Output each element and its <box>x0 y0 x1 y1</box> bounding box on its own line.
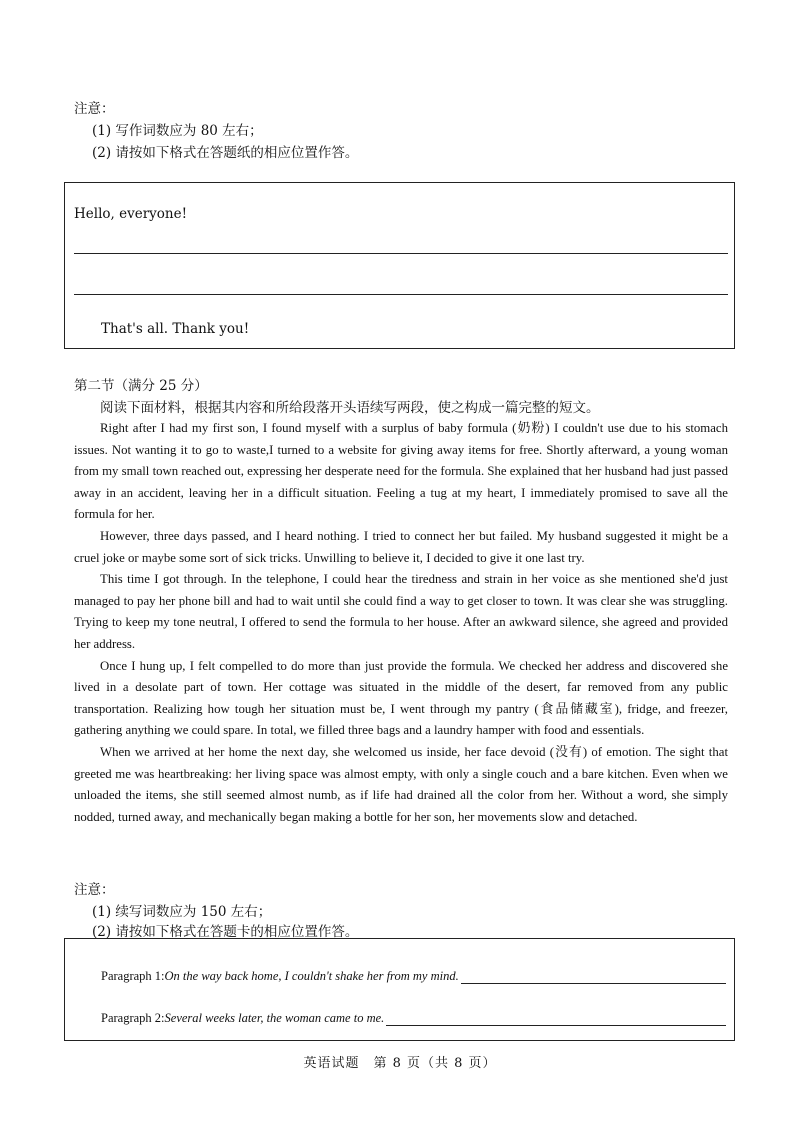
note2-item-2: (2) 请按如下格式在答题卡的相应位置作答。 <box>92 924 359 940</box>
note2-item-1: (1) 续写词数应为 150 左右； <box>92 904 272 920</box>
greeting-text: Hello, everyone! <box>74 206 188 222</box>
paragraph-2-label: Paragraph 2: <box>101 1011 165 1025</box>
passage-paragraph: Once I hung up, I felt compelled to do more than just provide the formula. We checked her address and discovered she lived in a desolate part of town. Her cottage was situated in the middle of the desert, far removed from any public transportation. Realizing how tough her situation must be, I went through my pantry (食品储藏室), fridge, and freezer, gathering anything we could spare. In total, we filled three bags and a laundry hamper with food and essentials. <box>74 658 728 738</box>
passage-paragraph: When we arrived at her home the next day, she welcomed us inside, her face devoid (没有) of emotion. The sight that greeted me was heartbreaking: her living space was almost empty, with only a single couch and a bare kitchen. Even when we unloaded the items, she still seemed almost numb, as if life had drained all the color from her. Without a word, she simply nodded, turned away, and mechanically began making a bottle for her son, her movements slow and detached. <box>74 744 728 824</box>
passage-paragraph: Right after I had my first son, I found myself with a surplus of baby formula (奶粉) I couldn't use due to his stomach issues. Not wanting it to go to waste,I turned to a website for giving away items for free. Shortly afterward, a young woman from my small town reached out, expressing her desperate need for the formula. She explained that her husband had just passed away in an accident, leaving her in a difficult situation. Feeling a tug at my heart, I immediately promised to save all the formula for her. <box>74 421 728 522</box>
page-footer: 英语试题 第 8 页（共 8 页） <box>303 1056 497 1071</box>
section-instruction: 阅读下面材料，根据其内容和所给段落开头语续写两段，使之构成一篇完整的短文。 <box>100 400 600 416</box>
paragraph-2-row <box>101 1011 726 1026</box>
note-label: 注意： <box>74 101 115 117</box>
paragraph-1-prompt: On the way back home, I couldn't shake her from my mind. <box>164 969 459 983</box>
paragraph-1-label: Paragraph 1: <box>101 969 165 983</box>
note-item-2: (2) 请按如下格式在答题纸的相应位置作答。 <box>92 145 359 161</box>
passage-paragraph: This time I got through. In the telephone, I could hear the tiredness and strain in her voice as she mentioned she'd just managed to pay her phone bill and had to wait until she could find a way to get closer to town. It was clear she was struggling. Trying to keep my tone neutral, I offered to send the formula to her house. After an awkward silence, she agreed and provided her address. <box>74 572 728 651</box>
reading-passage <box>74 418 728 828</box>
paragraph-2-answer-line[interactable] <box>386 1011 726 1026</box>
paragraph-2-prompt: Several weeks later, the woman came to me. <box>164 1011 385 1025</box>
writing-line-2[interactable] <box>74 294 728 295</box>
passage-paragraph: However, three days passed, and I heard nothing. I tried to connect her but failed. My husband suggested it might be a cruel joke or maybe some sort of sick tricks. Unwilling to believe it, I decided to give it one last try. <box>74 528 728 565</box>
writing-line-1[interactable] <box>74 253 728 254</box>
paragraph-1-answer-line[interactable] <box>461 969 726 984</box>
paragraph-1-row <box>101 969 726 984</box>
note-item-1: (1) 写作词数应为 80 左右； <box>92 123 263 139</box>
writing-answer-box <box>64 182 735 349</box>
closing-text: That's all. Thank you! <box>101 321 250 337</box>
section-title: 第二节（满分 25 分） <box>74 378 208 394</box>
continuation-answer-box <box>64 938 735 1041</box>
note-label-2: 注意： <box>74 882 115 898</box>
